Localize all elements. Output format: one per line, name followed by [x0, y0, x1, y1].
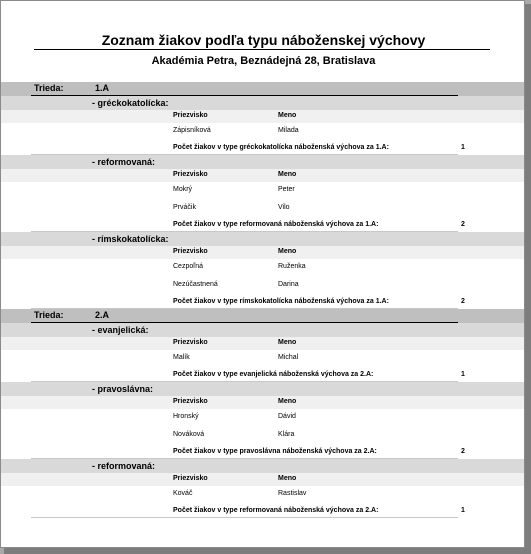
table-row	[1, 123, 525, 141]
class-name: 1.A	[95, 83, 110, 93]
student-name: Ruženka	[278, 263, 306, 270]
column-header-row	[1, 396, 525, 409]
table-row	[1, 200, 525, 218]
religion-type-header	[1, 96, 525, 110]
student-surname: Zápisníková	[173, 127, 211, 134]
table-row	[1, 427, 525, 445]
type-count-label: Počet žiakov v type pravoslávna náboženská výchova za 2.A:	[173, 448, 377, 455]
table-row	[1, 182, 525, 200]
class-header	[1, 309, 525, 323]
student-name: Peter	[278, 186, 295, 193]
name-column-header: Meno	[278, 112, 297, 119]
student-name: Milada	[278, 127, 299, 134]
type-count-value: 2	[461, 298, 465, 305]
name-column-header: Meno	[278, 171, 297, 178]
class-header	[1, 82, 525, 96]
student-name: Vilo	[278, 204, 290, 211]
class-label: Trieda:	[34, 310, 64, 320]
religion-type-header	[1, 323, 525, 337]
type-count-value: 1	[461, 507, 465, 514]
type-count-row	[1, 504, 525, 518]
page-shadow-right	[525, 4, 531, 554]
student-surname: Nezúčastnená	[173, 281, 218, 288]
type-count-row	[1, 445, 525, 459]
count-divider	[31, 517, 458, 518]
name-column-header: Meno	[278, 339, 297, 346]
class-name: 2.A	[95, 310, 110, 320]
surname-column-header: Priezvisko	[173, 112, 208, 119]
type-count-value: 1	[461, 144, 465, 151]
religion-type-label: - pravoslávna:	[92, 384, 154, 394]
column-header-row	[1, 110, 525, 123]
religion-type-header	[1, 232, 525, 246]
student-surname: Hronský	[173, 413, 199, 420]
religion-type-label: - reformovaná:	[92, 157, 156, 167]
student-name: Klára	[278, 431, 295, 438]
name-column-header: Meno	[278, 398, 297, 405]
student-surname: Mokrý	[173, 186, 193, 193]
table-row	[1, 350, 525, 368]
column-header-row	[1, 473, 525, 486]
name-column-header: Meno	[278, 248, 297, 255]
student-name: Rastislav	[278, 490, 307, 497]
column-header-row	[1, 246, 525, 259]
surname-column-header: Priezvisko	[173, 171, 208, 178]
religion-type-label: - evanjelická:	[92, 325, 149, 335]
table-row	[1, 259, 525, 277]
surname-column-header: Priezvisko	[173, 339, 208, 346]
religion-type-header	[1, 459, 525, 473]
report-subtitle: Akadémia Petra, Beznádejná 28, Bratislava	[151, 55, 376, 67]
student-name: Dávid	[278, 413, 296, 420]
student-surname: Prváčik	[173, 204, 196, 211]
page-shadow-bottom	[4, 548, 531, 554]
table-row	[1, 277, 525, 295]
student-surname: Nováková	[173, 431, 205, 438]
student-name: Michal	[278, 354, 299, 361]
column-header-row	[1, 169, 525, 182]
name-column-header: Meno	[278, 475, 297, 482]
religion-type-label: - rímskokatolícka:	[92, 234, 169, 244]
type-count-label: Počet žiakov v type reformovaná náboženská výchova za 1.A:	[173, 221, 379, 228]
religion-type-label: - reformovaná:	[92, 461, 156, 471]
type-count-row	[1, 218, 525, 232]
surname-column-header: Priezvisko	[173, 248, 208, 255]
column-header-row	[1, 337, 525, 350]
type-count-value: 2	[461, 448, 465, 455]
class-label: Trieda:	[34, 83, 64, 93]
religion-type-header	[1, 382, 525, 396]
surname-column-header: Priezvisko	[173, 475, 208, 482]
religion-type-header	[1, 155, 525, 169]
type-count-row	[1, 368, 525, 382]
type-count-label: Počet žiakov v type gréckokatolícka náboženská výchova za 1.A:	[173, 144, 389, 151]
table-row	[1, 409, 525, 427]
student-surname: Cezpoľná	[173, 263, 204, 270]
table-row	[1, 486, 525, 504]
type-count-label: Počet žiakov v type reformovaná náboženská výchova za 2.A:	[173, 507, 379, 514]
student-name: Darina	[278, 281, 299, 288]
student-surname: Malík	[173, 354, 190, 361]
surname-column-header: Priezvisko	[173, 398, 208, 405]
student-surname: Kováč	[173, 490, 193, 497]
type-count-label: Počet žiakov v type evanjelická náboženská výchova za 2.A:	[173, 371, 374, 378]
type-count-value: 1	[461, 371, 465, 378]
religion-type-label: - gréckokatolícka:	[92, 98, 169, 108]
type-count-row	[1, 295, 525, 309]
type-count-row	[1, 141, 525, 155]
report-title: Zoznam žiakov podľa typu náboženskej výchovy	[101, 32, 426, 48]
title-rule	[34, 49, 490, 50]
type-count-label: Počet žiakov v type rímskokatolícka náboženská výchova za 1.A:	[173, 298, 389, 305]
type-count-value: 2	[461, 221, 465, 228]
